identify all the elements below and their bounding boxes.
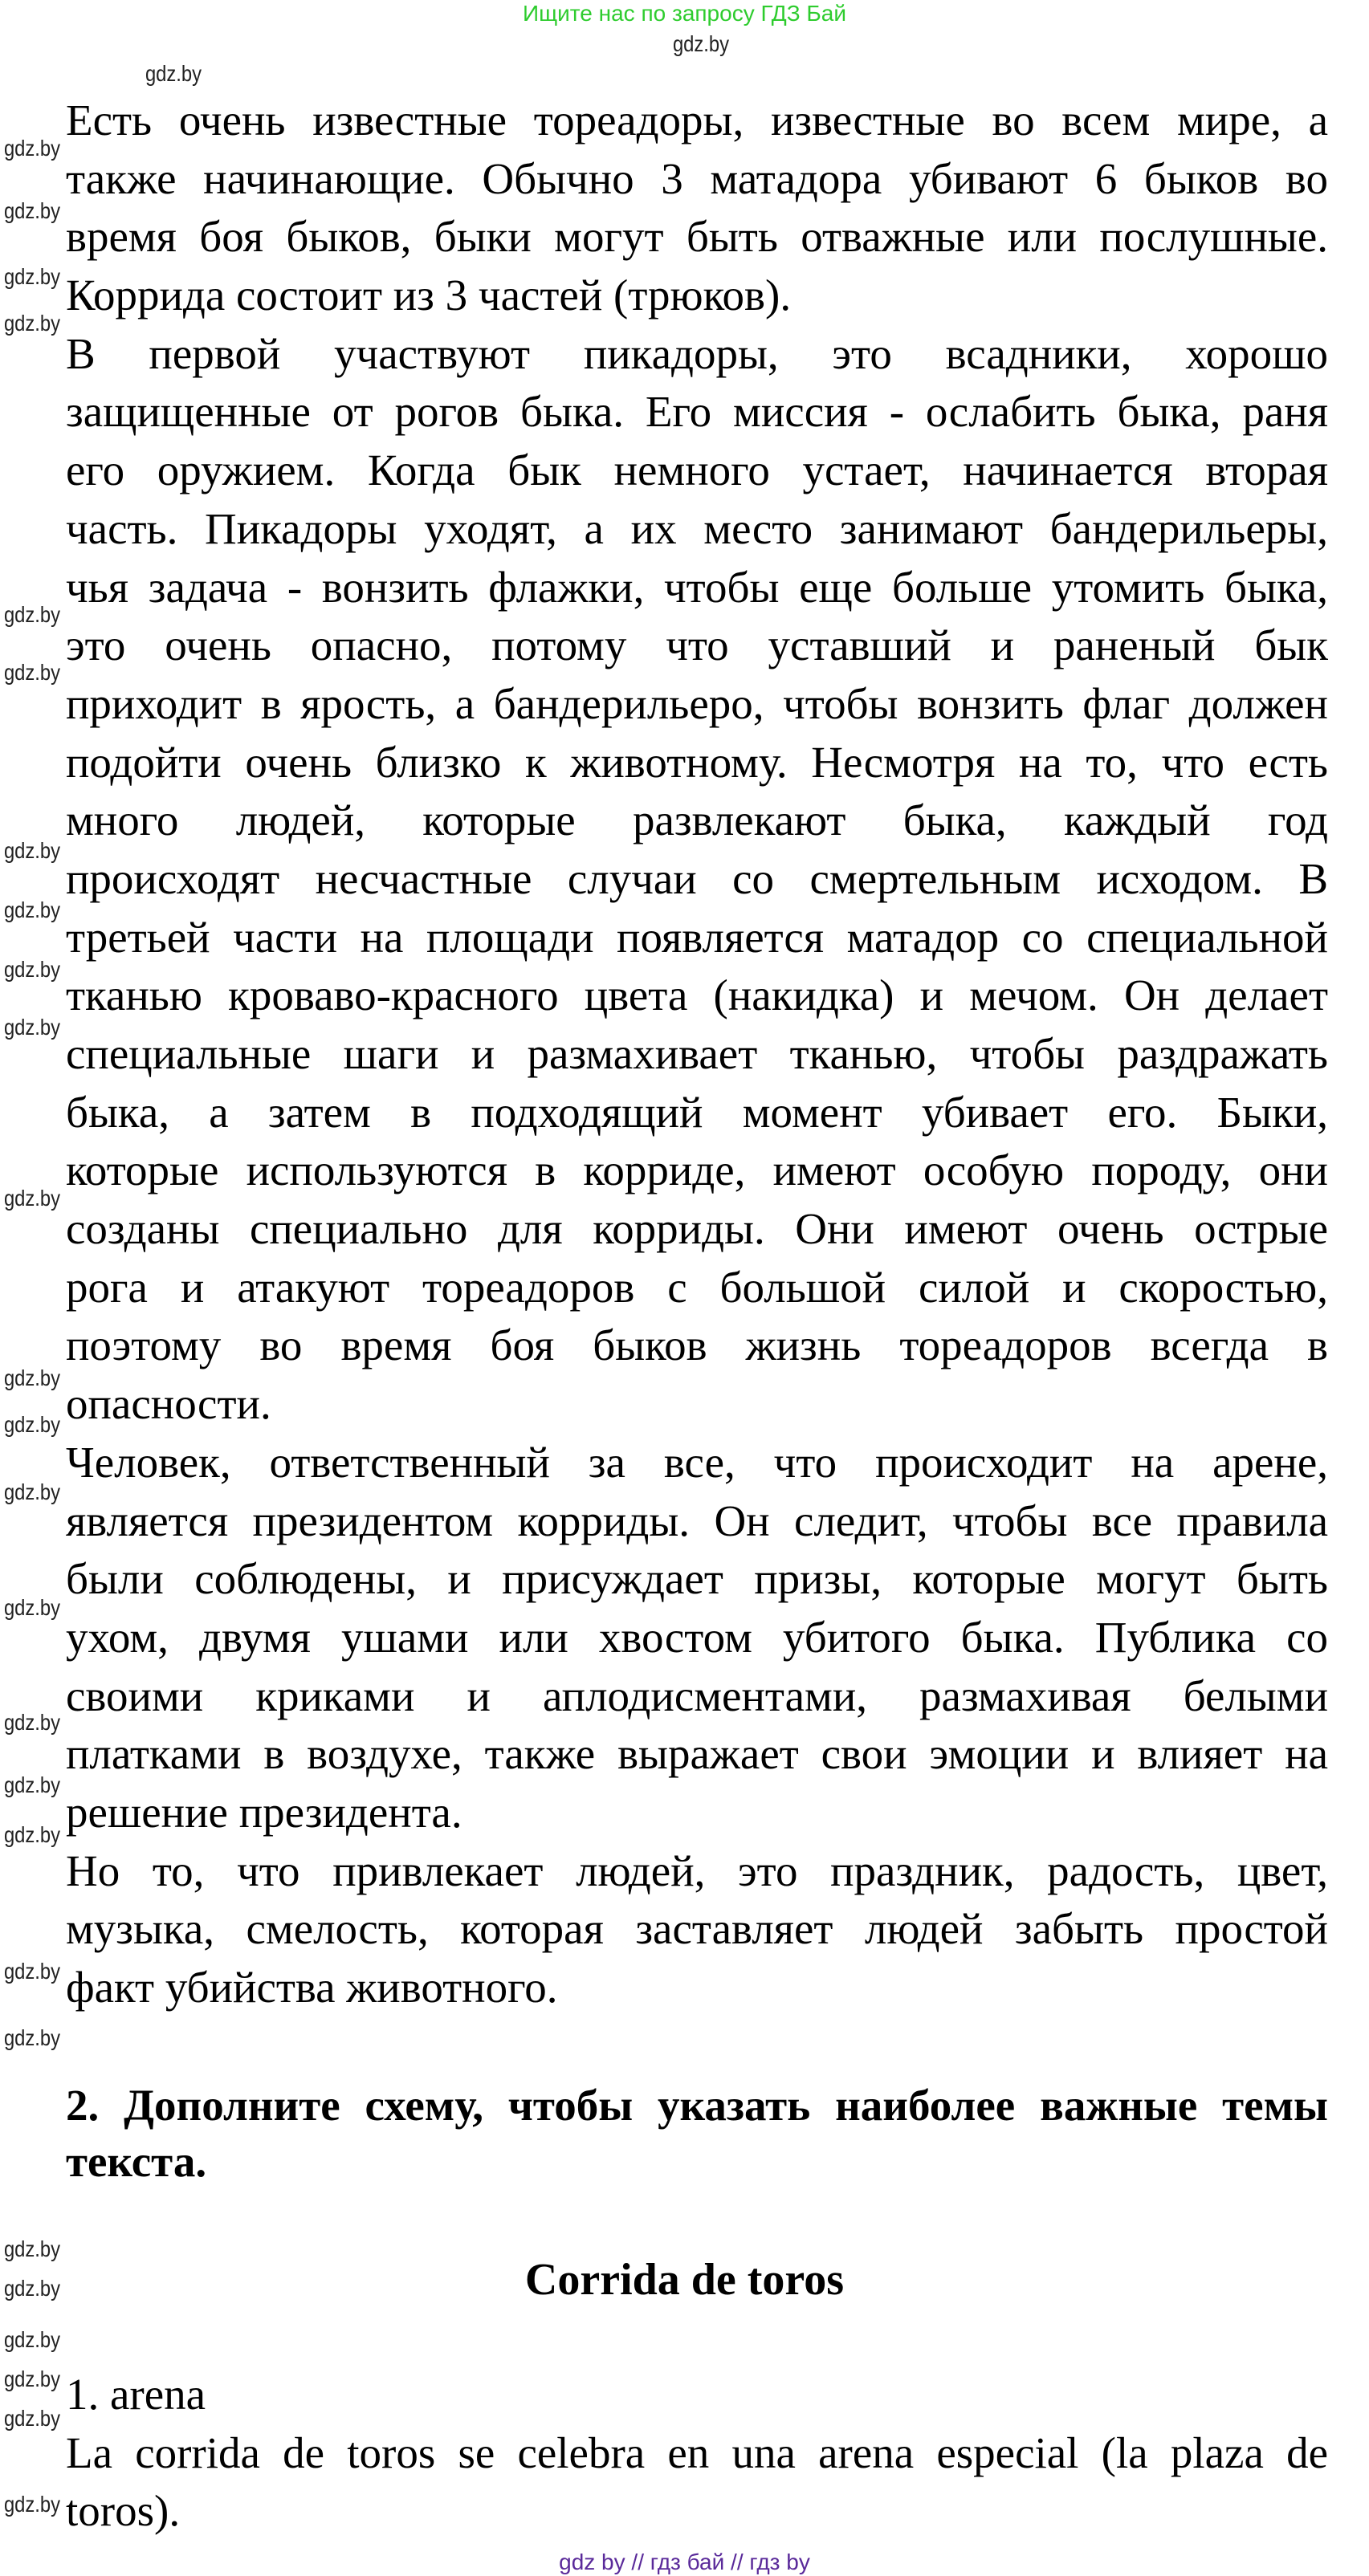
paragraph-line: третьей части на площади появляется матадор со специальной bbox=[66, 912, 1328, 962]
schema-item-title: 1. arena bbox=[66, 2370, 206, 2419]
paragraph-line: были соблюдены, и присуждает призы, которые могут быть bbox=[66, 1554, 1328, 1604]
watermark: gdz.by bbox=[3, 1822, 61, 1847]
task-heading-line: текста. bbox=[66, 2137, 207, 2186]
watermark: gdz.by bbox=[3, 2327, 61, 2352]
watermark: gdz.by bbox=[3, 1015, 61, 1040]
paragraph-line: тканью кроваво-красного цвета (накидка) и мечом. Он делает bbox=[66, 971, 1328, 1020]
paragraph-line: происходят несчастные случаи со смертельным исходом. В bbox=[66, 853, 1328, 903]
paragraph-line: чья задача - вонзить флажки, чтобы еще больше утомить быка, bbox=[66, 562, 1328, 612]
paragraph-line: своими криками и аплодисментами, размахивая белыми bbox=[66, 1671, 1328, 1720]
paragraph-line: защищенные от рогов быка. Его миссия - ослабить быка, раня bbox=[66, 387, 1328, 437]
watermark: gdz.by bbox=[3, 1186, 61, 1211]
watermark: gdz.by bbox=[3, 1479, 61, 1504]
paragraph-line: В первой участвуют пикадоры, это всадники, хорошо bbox=[66, 328, 1328, 378]
schema-item-text-line: toros). bbox=[66, 2486, 181, 2536]
paragraph-line: также начинающие. Обычно 3 матадора убивают 6 быков во bbox=[66, 153, 1328, 203]
watermark: gdz.by bbox=[3, 1959, 61, 1984]
watermark: gdz.by bbox=[145, 61, 202, 86]
paragraph-line: время боя быков, быки могут быть отважные или послушные. bbox=[66, 212, 1328, 262]
watermark: gdz.by bbox=[3, 957, 61, 982]
paragraph-line: музыка, смелость, которая заставляет людей забыть простой bbox=[66, 1904, 1328, 1954]
paragraph-line: факт убийства животного. bbox=[66, 1963, 558, 2012]
watermark: gdz.by bbox=[3, 2366, 61, 2391]
watermark: gdz.by bbox=[3, 2406, 61, 2431]
watermark: gdz.by bbox=[3, 311, 61, 336]
watermark: gdz.by bbox=[3, 136, 61, 161]
watermark: gdz.by bbox=[3, 897, 61, 922]
task-heading-line: 2. Дополните схему, чтобы указать наиболее важные темы bbox=[66, 2081, 1328, 2130]
top-banner[interactable]: Ищите нас по запросу ГДЗ Бай bbox=[522, 1, 847, 26]
paragraph-line: поэтому во время боя быков жизнь тореадоров всегда в bbox=[66, 1321, 1328, 1370]
article-text bbox=[66, 92, 1328, 2017]
paragraph-line: решение президента. bbox=[66, 1787, 462, 1837]
paragraph-line: созданы специально для корриды. Они имеют очень острые bbox=[66, 1204, 1328, 1254]
watermark: gdz.by bbox=[672, 31, 730, 56]
watermark: gdz.by bbox=[3, 2276, 61, 2301]
paragraph-line: Коррида состоит из 3 частей (трюков). bbox=[66, 271, 792, 320]
paragraph-line: быка, а затем в подходящий момент убивает его. Быки, bbox=[66, 1087, 1328, 1137]
watermark: gdz.by bbox=[3, 2025, 61, 2050]
paragraph-line: специальные шаги и размахивает тканью, чтобы раздражать bbox=[66, 1029, 1328, 1078]
paragraph-line: Есть очень известные тореадоры, известные во всем мире, а bbox=[66, 96, 1328, 144]
watermark: gdz.by bbox=[3, 1772, 61, 1797]
paragraph-line: много людей, которые развлекают быка, каждый год bbox=[66, 796, 1328, 845]
paragraph-line: которые используются в корриде, имеют особую породу, они bbox=[66, 1146, 1328, 1195]
watermark: gdz.by bbox=[3, 198, 61, 223]
paragraph-line: подойти очень близко к животному. Несмотря на то, что есть bbox=[66, 737, 1328, 787]
paragraph-line: Но то, что привлекает людей, это праздник, радость, цвет, bbox=[66, 1846, 1328, 1895]
watermark: gdz.by bbox=[3, 264, 61, 289]
paragraph-line: платками в воздухе, также выражает свои эмоции и влияет на bbox=[66, 1729, 1328, 1779]
paragraph-line: опасности. bbox=[66, 1379, 271, 1429]
watermark: gdz.by bbox=[3, 1710, 61, 1735]
paragraph-line: его оружием. Когда бык немного устает, начинается вторая bbox=[66, 446, 1328, 495]
footer-links[interactable]: gdz by // гдз бай // гдз by bbox=[559, 2550, 810, 2574]
watermark: gdz.by bbox=[3, 2492, 61, 2517]
schema-item-arena bbox=[66, 2366, 1328, 2541]
paragraph-line: Человек, ответственный за все, что происходит на арене, bbox=[66, 1437, 1328, 1487]
watermark: gdz.by bbox=[3, 838, 61, 863]
paragraph-line: ухом, двумя ушами или хвостом убитого быка. Публика со bbox=[66, 1612, 1328, 1662]
paragraph-line: рога и атакуют тореадоров с большой силой и скоростью, bbox=[66, 1262, 1328, 1312]
watermark: gdz.by bbox=[3, 2236, 61, 2261]
watermark: gdz.by bbox=[3, 1595, 61, 1620]
watermark: gdz.by bbox=[3, 1412, 61, 1437]
watermark: gdz.by bbox=[3, 1365, 61, 1390]
watermark: gdz.by bbox=[3, 660, 61, 685]
paragraph-line: приходит в ярость, а бандерильеро, чтобы вонзить флаг должен bbox=[66, 678, 1328, 728]
paragraph-line: часть. Пикадоры уходят, а их место занимают бандерильеры, bbox=[66, 503, 1328, 553]
schema-title: Corrida de toros bbox=[524, 2255, 845, 2305]
watermark: gdz.by bbox=[3, 602, 61, 627]
paragraph-line: это очень опасно, потому что уставший и раненый бык bbox=[66, 621, 1328, 670]
paragraph-line: является президентом корриды. Он следит, чтобы все правила bbox=[66, 1496, 1328, 1545]
schema-item-text-line: La corrida de toros se celebra en una arena especial (la plaza de bbox=[66, 2427, 1328, 2477]
task-heading bbox=[66, 2077, 1328, 2190]
